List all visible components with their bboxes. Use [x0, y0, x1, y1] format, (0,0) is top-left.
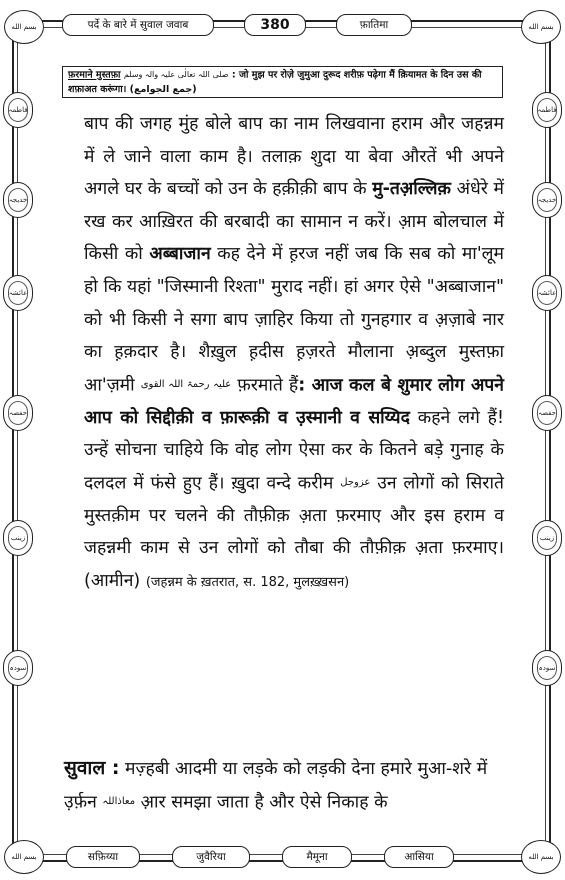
corner-ornament-top-left — [4, 10, 44, 44]
hadith-salutation: صلی اللہ تعالٰی علیہ والہ وسلم — [123, 70, 229, 79]
body-text: उन लोगों को सिराते मुस्तक़ीम पर चलने की तौफ़ीक़ अ़ता फ़रमाए और इस हराम व जहन्नमी काम से उन लोगों को तौबा की तौफ़ीक़ अ़ता फ़रमाए। (आमीन) — [84, 473, 504, 591]
corner-text: بسم الله — [528, 853, 554, 861]
side-ornament-left-3 — [3, 275, 33, 311]
side-ornament-left-5 — [3, 520, 33, 556]
body-text: कहने लगे हैं! उन्हें सोचना चाहिये कि वोह लोग ऐसा कर के कितने बड़े गुनाह के दलदल में फंसे हुए हैं। ख़ुदा वन्दे करीम — [84, 407, 504, 494]
ornament-text: عائشہ — [8, 289, 28, 297]
side-ornament-right-2 — [532, 182, 562, 218]
ornament-text: حفصہ — [537, 409, 557, 417]
side-ornament-left-2 — [3, 182, 33, 218]
body-text: : आज कल बे शुमार लोग अपने आप को — [84, 375, 504, 428]
name-tab-bottom-1 — [66, 846, 140, 868]
ornament-text: سودہ — [538, 664, 556, 672]
corner-text: بسم الله — [11, 853, 37, 861]
page-number: 380 — [260, 17, 290, 33]
body-text: कह देने में ह़रज नहीं जब कि सब को मा'लूम हो कि यहां "जिस्मानी रिश्ता" मुराद नहीं। हां अगर ऐसे "अब्बाजान" को भी किसी ने सगा बाप ज़ाहिर किया तो गुनहगार व अ़ज़ाबे नार का ह़क़दार है। शैख़ुल ह़दीस ह़ज़रते मौलाना अ़ब्दुल मुस्तफ़ा आ'ज़मी — [84, 244, 504, 396]
chapter-title: पर्दे के बारे में सुवाल जवाब — [87, 19, 189, 31]
ornament-text: سودہ — [9, 664, 27, 672]
side-ornament-right-4 — [532, 395, 562, 431]
name-tab-bottom-4 — [384, 846, 454, 868]
ornament-text: عائشہ — [537, 289, 557, 297]
body-text: बाप की जगह मुंह बोले बाप का नाम लिखवाना हराम और जहन्नम में ले जाने वाला काम है। तलाक़ शुदा या बेवा औरतें भी अपने अगले घर के बच्चों को उन के हक़ीक़ी बाप के — [84, 114, 504, 200]
body-text: फ़रमाते हैं — [237, 375, 299, 396]
question-block — [64, 752, 504, 818]
name-tab-label: आसिया — [404, 851, 434, 863]
name-tab-top — [336, 14, 412, 36]
corner-ornament-bottom-right — [521, 840, 561, 874]
side-ornament-left-1 — [3, 92, 33, 128]
main-paragraph — [84, 108, 504, 600]
ornament-text: فاطمہ — [537, 106, 557, 114]
hadith-box — [62, 66, 503, 98]
body-text: अंधेरे में रख कर आख़िरत की बरबादी का सामान न करें। आ़म बोलचाल में किसी को — [84, 179, 504, 265]
name-tab-bottom-2 — [172, 846, 250, 868]
question-label: सुवाल : — [64, 757, 120, 779]
body-bold-text: अब्बाजान — [149, 244, 211, 265]
body-bold-text: मु-तअ़ल्लिक़ — [372, 179, 451, 200]
question-text: आ़र समझा जाता है और ऐसे निकाह के — [140, 791, 388, 812]
name-tab-bottom-3 — [282, 846, 352, 868]
name-tab-label: मैमूना — [306, 851, 328, 863]
ornament-text: زینب — [10, 534, 26, 542]
ornament-text: خدیجہ — [8, 196, 28, 204]
arabic-honorific: علیہ رحمۃ اللہ القوی — [140, 378, 232, 390]
arabic-honorific: عزوجل — [340, 476, 371, 488]
hadith-title: फ़रमाने मुस्तफ़ा — [68, 69, 121, 81]
ornament-text: زینب — [539, 534, 555, 542]
hadith-text: : जो मुझ पर रोज़े जुमुआ दुरूद शरीफ़ पढ़ेगा मैं क़ियामत के दिन उस की शफ़ाअत करूंगा। (جمع الجوامع) — [68, 69, 482, 95]
side-ornament-right-5 — [532, 520, 562, 556]
arabic-phrase: معاذاللہ — [102, 795, 136, 807]
side-ornament-right-3 — [532, 275, 562, 311]
side-ornament-left-4 — [3, 395, 33, 431]
chapter-title-tab — [62, 14, 214, 36]
ornament-text: فاطمہ — [8, 106, 28, 114]
corner-text: بسم الله — [11, 23, 37, 31]
ornament-text: خدیجہ — [537, 196, 557, 204]
side-ornament-right-1 — [532, 92, 562, 128]
page-number-tab — [244, 14, 306, 36]
corner-ornament-bottom-left — [4, 840, 44, 874]
side-ornament-left-6 — [3, 650, 33, 686]
body-bold-text: सिद्दीक़ी व फ़ारूक़ी व उ़स्मानी व सय्यिद — [146, 407, 410, 428]
corner-text: بسم الله — [528, 23, 554, 31]
name-tab-label: जुवैरिया — [196, 851, 226, 863]
corner-ornament-top-right — [521, 10, 561, 44]
question-text: मज़्हबी आदमी या लड़के को लड़की देना हमारे मुआ-शरे में उ़र्फ़न — [64, 759, 488, 812]
name-tab-label: सफ़िय्या — [87, 851, 119, 863]
side-ornament-right-6 — [532, 650, 562, 686]
reference: (जहन्नम के ख़तरात, स. 182, मुलख़्ख़सन) — [145, 574, 350, 590]
name-tab-label: फ़ातिमा — [359, 19, 389, 31]
ornament-text: حفصہ — [8, 409, 28, 417]
